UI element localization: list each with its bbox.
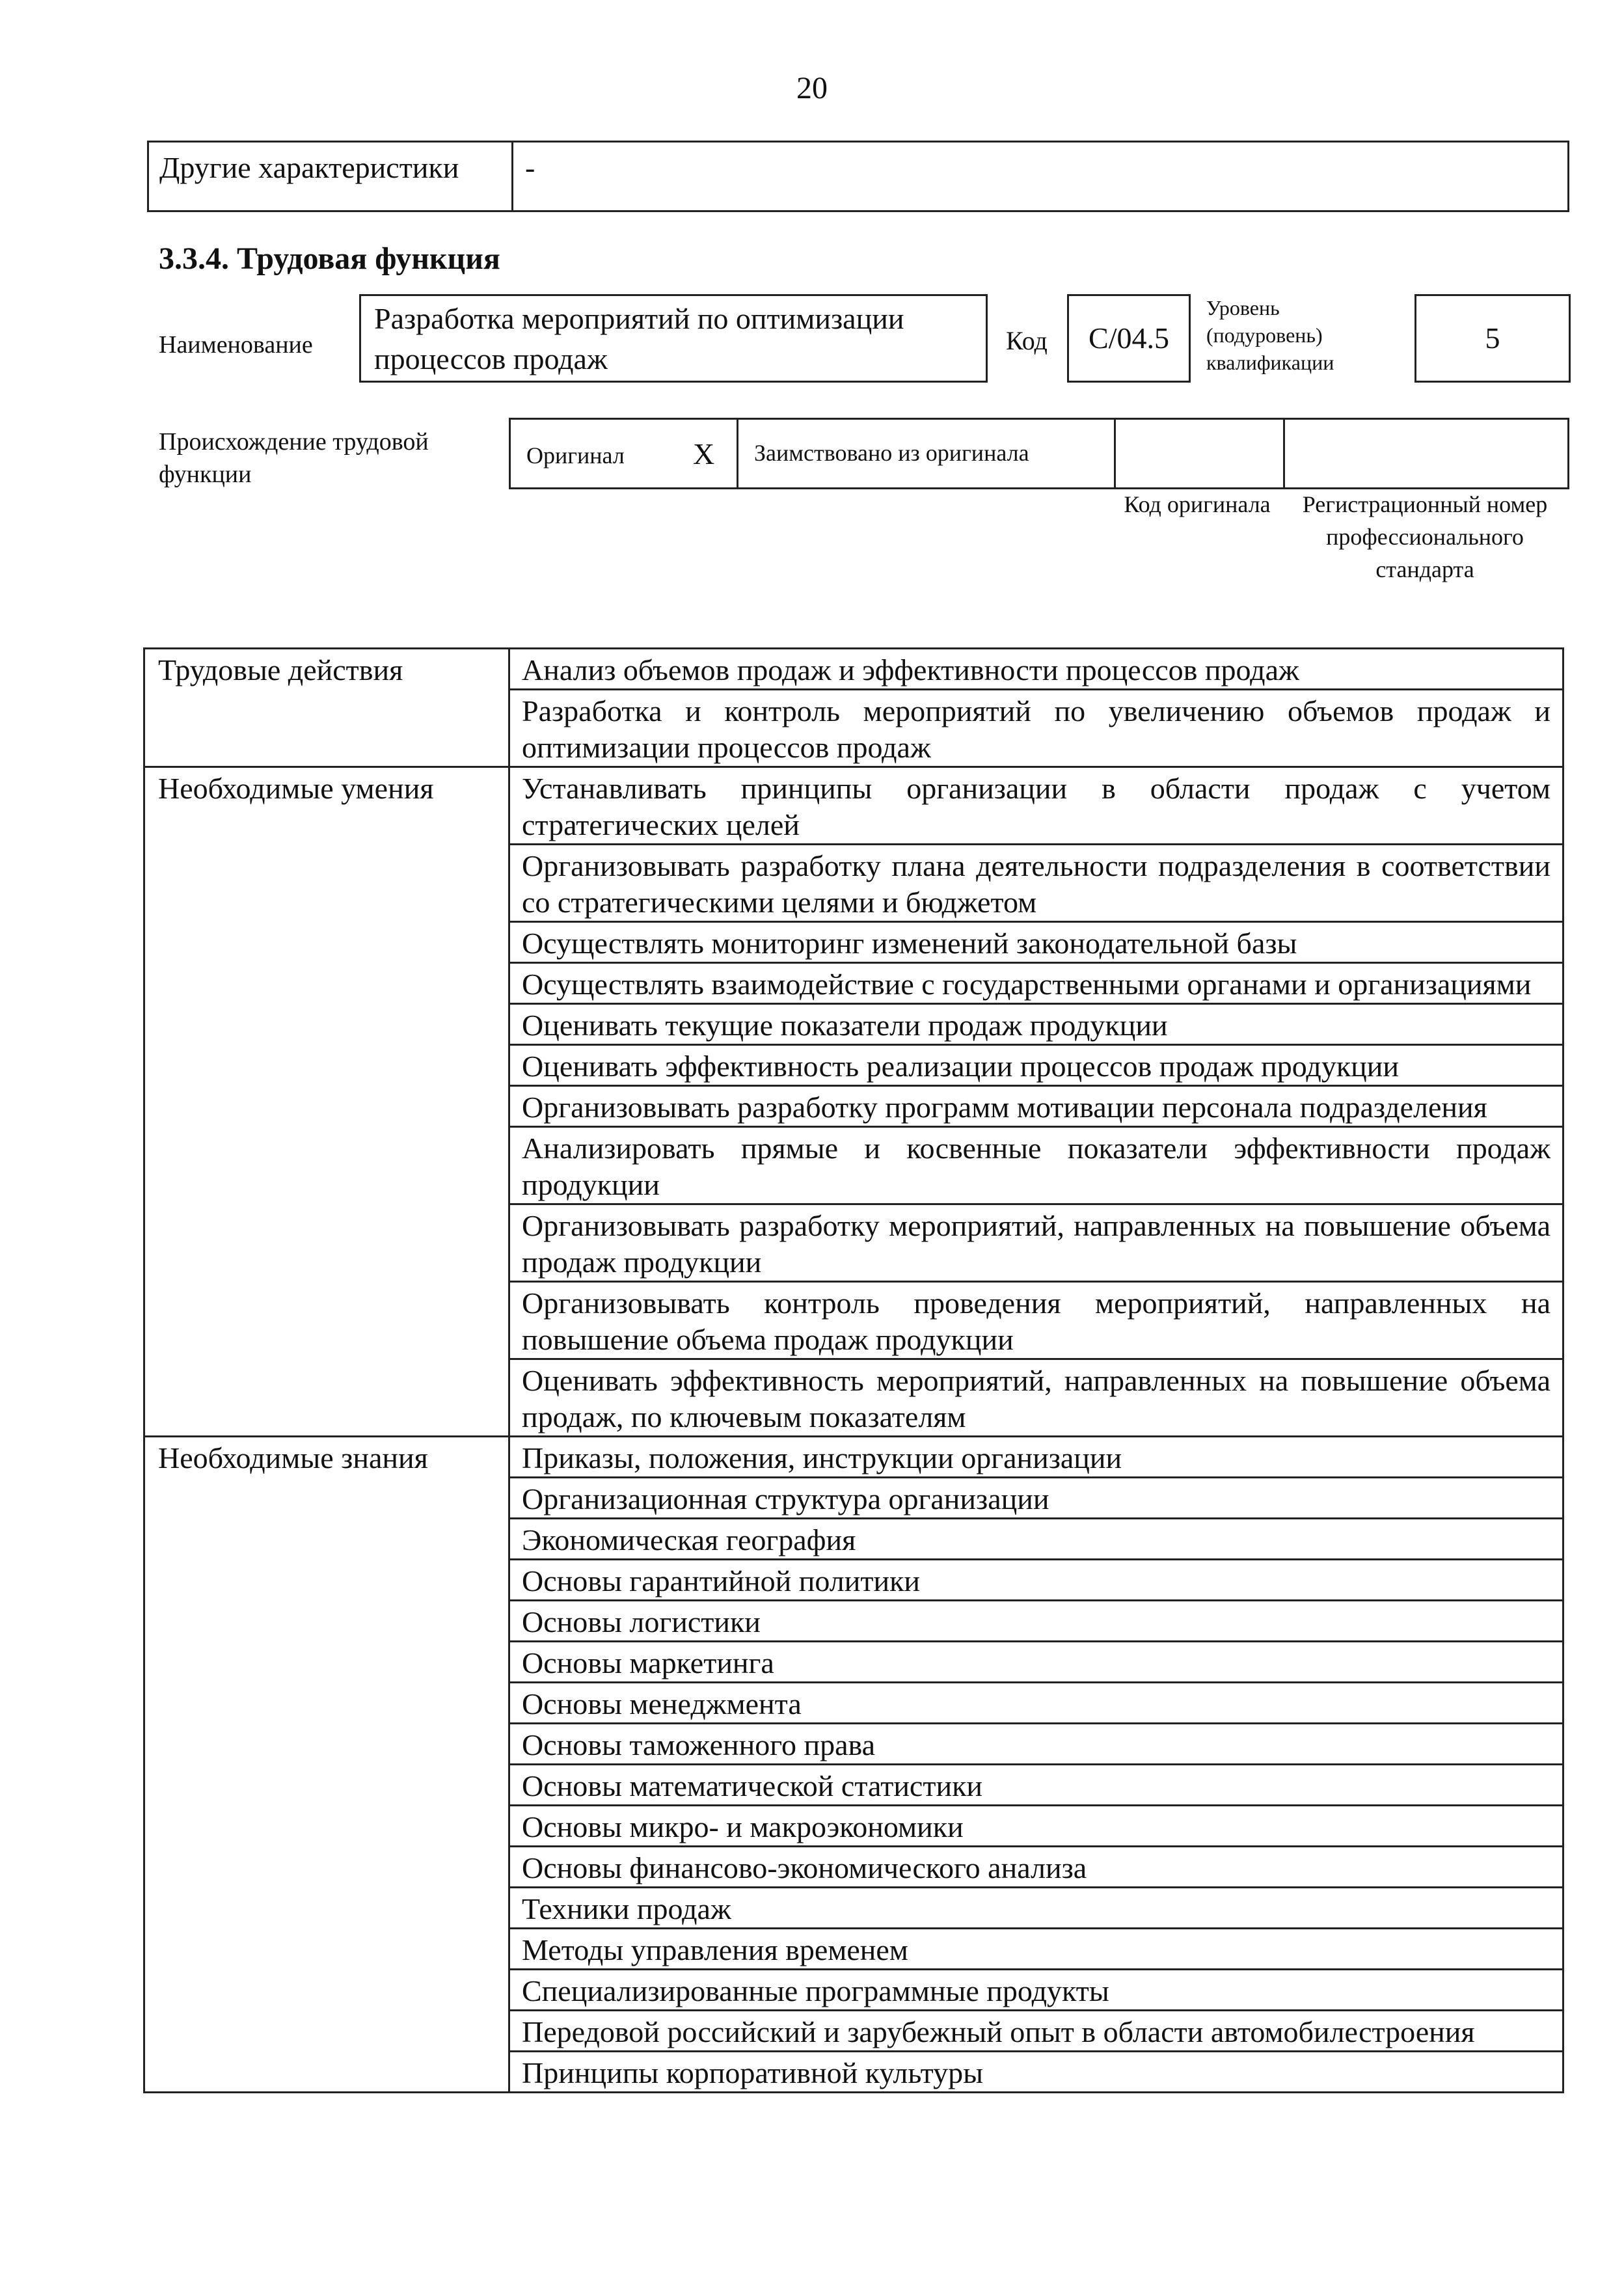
function-name-value: Разработка мероприятий по оптимизации процессов продаж [359,294,988,383]
required-knowledge-item: Основы таможенного права [509,1724,1563,1765]
required-skills-item: Организовывать разработку мероприятий, направленных на повышение объема продаж продукции [509,1204,1563,1282]
required-knowledge-label: Необходимые знания [144,1437,509,2093]
required-skills-item: Оценивать эффективность мероприятий, направленных на повышение объема продаж, по ключевым показателям [509,1359,1563,1437]
origin-table [509,418,1569,489]
section-title: 3.3.4. Трудовая функция [159,241,500,276]
origin-label: Происхождение трудовой функции [159,428,429,488]
table-row [144,767,1563,845]
required-knowledge-item: Основы менеджмента [509,1683,1563,1724]
required-skills-item: Оценивать текущие показатели продаж продукции [509,1004,1563,1045]
origin-borrowed-label: Заимствовано из оригинала [754,440,1029,466]
required-knowledge-item: Техники продаж [509,1888,1563,1929]
registration-number-caption: Регистрационный номер профессионального стандарта [1302,491,1548,582]
required-knowledge-item: Экономическая география [509,1519,1563,1560]
required-knowledge-item: Методы управления временем [509,1929,1563,1970]
required-knowledge-item: Основы финансово-экономического анализа [509,1847,1563,1888]
required-knowledge-item: Основы гарантийной политики [509,1560,1563,1601]
required-knowledge-item: Специализированные программные продукты [509,1970,1563,2011]
level-label-line1: Уровень [1206,296,1280,319]
table-row [144,649,1563,690]
labor-actions-item: Анализ объемов продаж и эффективности процессов продаж [509,649,1563,690]
level-label-line2: (подуровень) [1206,323,1323,347]
required-knowledge-item: Основы математической статистики [509,1765,1563,1806]
required-skills-item: Осуществлять взаимодействие с государственными органами и организациями [509,963,1563,1004]
required-knowledge-item: Организационная структура организации [509,1478,1563,1519]
origin-original-label: Оригинал [526,442,625,469]
required-knowledge-item: Основы маркетинга [509,1642,1563,1683]
other-characteristics-table [147,141,1569,212]
labor-function-table [143,647,1564,2093]
name-label: Наименование [159,331,313,359]
origin-divider-b [511,420,738,487]
labor-actions-item: Разработка и контроль мероприятий по увеличению объемов продаж и оптимизации процессов продаж [509,690,1563,767]
qualification-level-label [1206,294,1334,376]
required-skills-item: Осуществлять мониторинг изменений законодательной базы [509,922,1563,963]
required-skills-item: Организовывать контроль проведения мероприятий, направленных на повышение объема продаж продукции [509,1282,1563,1359]
required-skills-item: Оценивать эффективность реализации процессов продаж продукции [509,1045,1563,1086]
table-row [144,1437,1563,1478]
origin-code-caption: Код оригинала [1124,491,1271,517]
required-skills-item: Организовывать разработку программ мотивации персонала подразделения [509,1086,1563,1127]
required-knowledge-item: Принципы корпоративной культуры [509,2052,1563,2093]
level-label-line3: квалификации [1206,351,1334,374]
required-knowledge-item: Передовой российский и зарубежный опыт в области автомобилестроения [509,2011,1563,2052]
required-knowledge-item: Основы логистики [509,1601,1563,1642]
other-characteristics-label: Другие характеристики [149,143,513,210]
labor-actions-label: Трудовые действия [144,649,509,767]
page-number: 20 [796,71,828,105]
origin-original-mark: X [693,437,715,470]
required-skills-item: Устанавливать принципы организации в области продаж с учетом стратегических целей [509,767,1563,845]
other-characteristics-value: - [525,151,535,184]
required-knowledge-item: Основы микро- и макроэкономики [509,1806,1563,1847]
required-skills-item: Организовывать разработку плана деятельности подразделения в соответствии со стратегическими целями и бюджетом [509,845,1563,922]
code-label: Код [1006,326,1048,355]
required-knowledge-item: Приказы, положения, инструкции организации [509,1437,1563,1478]
qualification-level-value: 5 [1414,294,1571,383]
required-skills-item: Анализировать прямые и косвенные показатели эффективности продаж продукции [509,1127,1563,1204]
required-skills-label: Необходимые умения [144,767,509,1437]
code-value: C/04.5 [1067,294,1191,383]
